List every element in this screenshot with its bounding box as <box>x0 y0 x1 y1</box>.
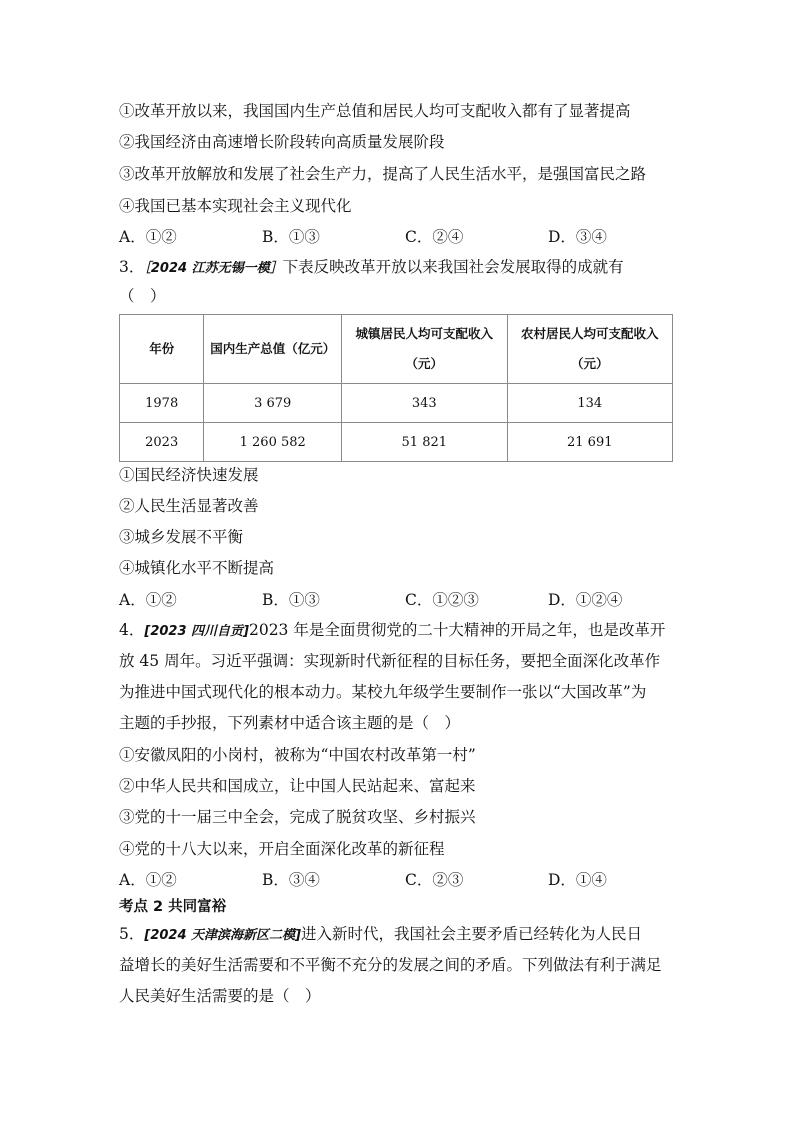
q5-text-1: 进入新时代，我国社会主要矛盾已经转化为人民日 <box>300 925 642 943</box>
q4-statement-4: ④党的十八大以来，开启全面深化改革的新征程 <box>119 840 445 858</box>
q2-option-b[interactable]: B．①③ <box>262 228 320 246</box>
table-header-rural-income: 农村居民人均可支配收入（元） <box>507 315 672 384</box>
q3-statement-1: ①国民经济快速发展 <box>119 466 259 484</box>
q4-option-a[interactable]: A．①② <box>119 871 177 889</box>
q3-number: 3． <box>119 258 145 276</box>
q3-data-table <box>119 314 673 462</box>
table-cell: 1 260 582 <box>204 423 342 462</box>
q4-option-b[interactable]: B．③④ <box>262 871 320 889</box>
table-cell: 343 <box>342 384 507 423</box>
table-row <box>120 384 673 423</box>
table-cell: 3 679 <box>204 384 342 423</box>
q4-statement-3: ③党的十一届三中全会，完成了脱贫攻坚、乡村振兴 <box>119 808 476 826</box>
q5-stem-line-2: 益增长的美好生活需要和不平衡不充分的发展之间的矛盾。下列做法有利于满足 <box>119 956 662 974</box>
q4-number: 4． <box>119 621 145 639</box>
table-header-row <box>120 315 673 384</box>
q2-option-d[interactable]: D．③④ <box>548 228 607 246</box>
q4-stem-line-4: 主题的手抄报，下列素材中适合该主题的是（ ） <box>119 714 461 732</box>
q2-option-c[interactable]: C．②④ <box>405 228 464 246</box>
q5-stem-line-3: 人民美好生活需要的是（ ） <box>119 987 321 1005</box>
q4-stem-line-2: 放 45 周年。习近平强调：实现新时代新征程的目标任务，要把全面深化改革作 <box>119 652 661 670</box>
q3-option-a[interactable]: A．①② <box>119 591 177 609</box>
table-cell: 134 <box>507 384 672 423</box>
q3-statement-3: ③城乡发展不平衡 <box>119 528 244 546</box>
q4-option-c[interactable]: C．②③ <box>405 871 464 889</box>
table-header-year: 年份 <box>120 315 204 384</box>
q2-option-a[interactable]: A．①② <box>119 228 177 246</box>
table-cell: 21 691 <box>507 423 672 462</box>
q3-option-c[interactable]: C．①②③ <box>405 591 479 609</box>
table-cell: 1978 <box>120 384 204 423</box>
q4-source: [2023 四川自贡] <box>144 624 249 639</box>
q3-statement-2: ②人民生活显著改善 <box>119 497 259 515</box>
q2-statement-1: ①改革开放以来，我国国内生产总值和居民人均可支配收入都有了显著提高 <box>119 102 631 120</box>
q2-statement-2: ②我国经济由高速增长阶段转向高质量发展阶段 <box>119 133 445 151</box>
q3-source: ［2024 江苏无锡一模］ <box>144 261 283 276</box>
q4-statement-2: ②中华人民共和国成立，让中国人民站起来、富起来 <box>119 777 476 795</box>
q3-statement-4: ④城镇化水平不断提高 <box>119 559 275 577</box>
q4-statement-1: ①安徽凤阳的小岗村，被称为“中国农村改革第一村” <box>119 746 476 764</box>
q3-option-d[interactable]: D．①②④ <box>548 591 623 609</box>
q5-number: 5． <box>119 925 145 943</box>
q2-statement-3: ③改革开放解放和发展了社会生产力，提高了人民生活水平，是强国富民之路 <box>119 165 647 183</box>
table-cell: 51 821 <box>342 423 507 462</box>
q3-text: 下表反映改革开放以来我国社会发展取得的成就有 <box>282 258 624 276</box>
q3-stem <box>119 256 624 280</box>
table-header-urban-income: 城镇居民人均可支配收入（元） <box>342 315 507 384</box>
q5-stem-line-1 <box>119 923 642 947</box>
q5-source: [2024 天津滨海新区二模] <box>144 928 301 943</box>
table-cell: 2023 <box>120 423 204 462</box>
table-row <box>120 423 673 462</box>
q2-statement-4: ④我国已基本实现社会主义现代化 <box>119 197 352 215</box>
q4-option-d[interactable]: D．①④ <box>548 871 607 889</box>
q3-answer-paren: （ ） <box>119 287 166 305</box>
table-header-gdp: 国内生产总值（亿元） <box>204 315 342 384</box>
section-title: 考点 2 共同富裕 <box>119 899 227 915</box>
q4-stem-line-1 <box>119 619 665 643</box>
q3-option-b[interactable]: B．①③ <box>262 591 320 609</box>
q4-text-1: 2023 年是全面贯彻党的二十大精神的开局之年，也是改革开 <box>248 621 666 639</box>
q4-stem-line-3: 为推进中国式现代化的根本动力。某校九年级学生要制作一张以“大国改革”为 <box>119 683 647 701</box>
